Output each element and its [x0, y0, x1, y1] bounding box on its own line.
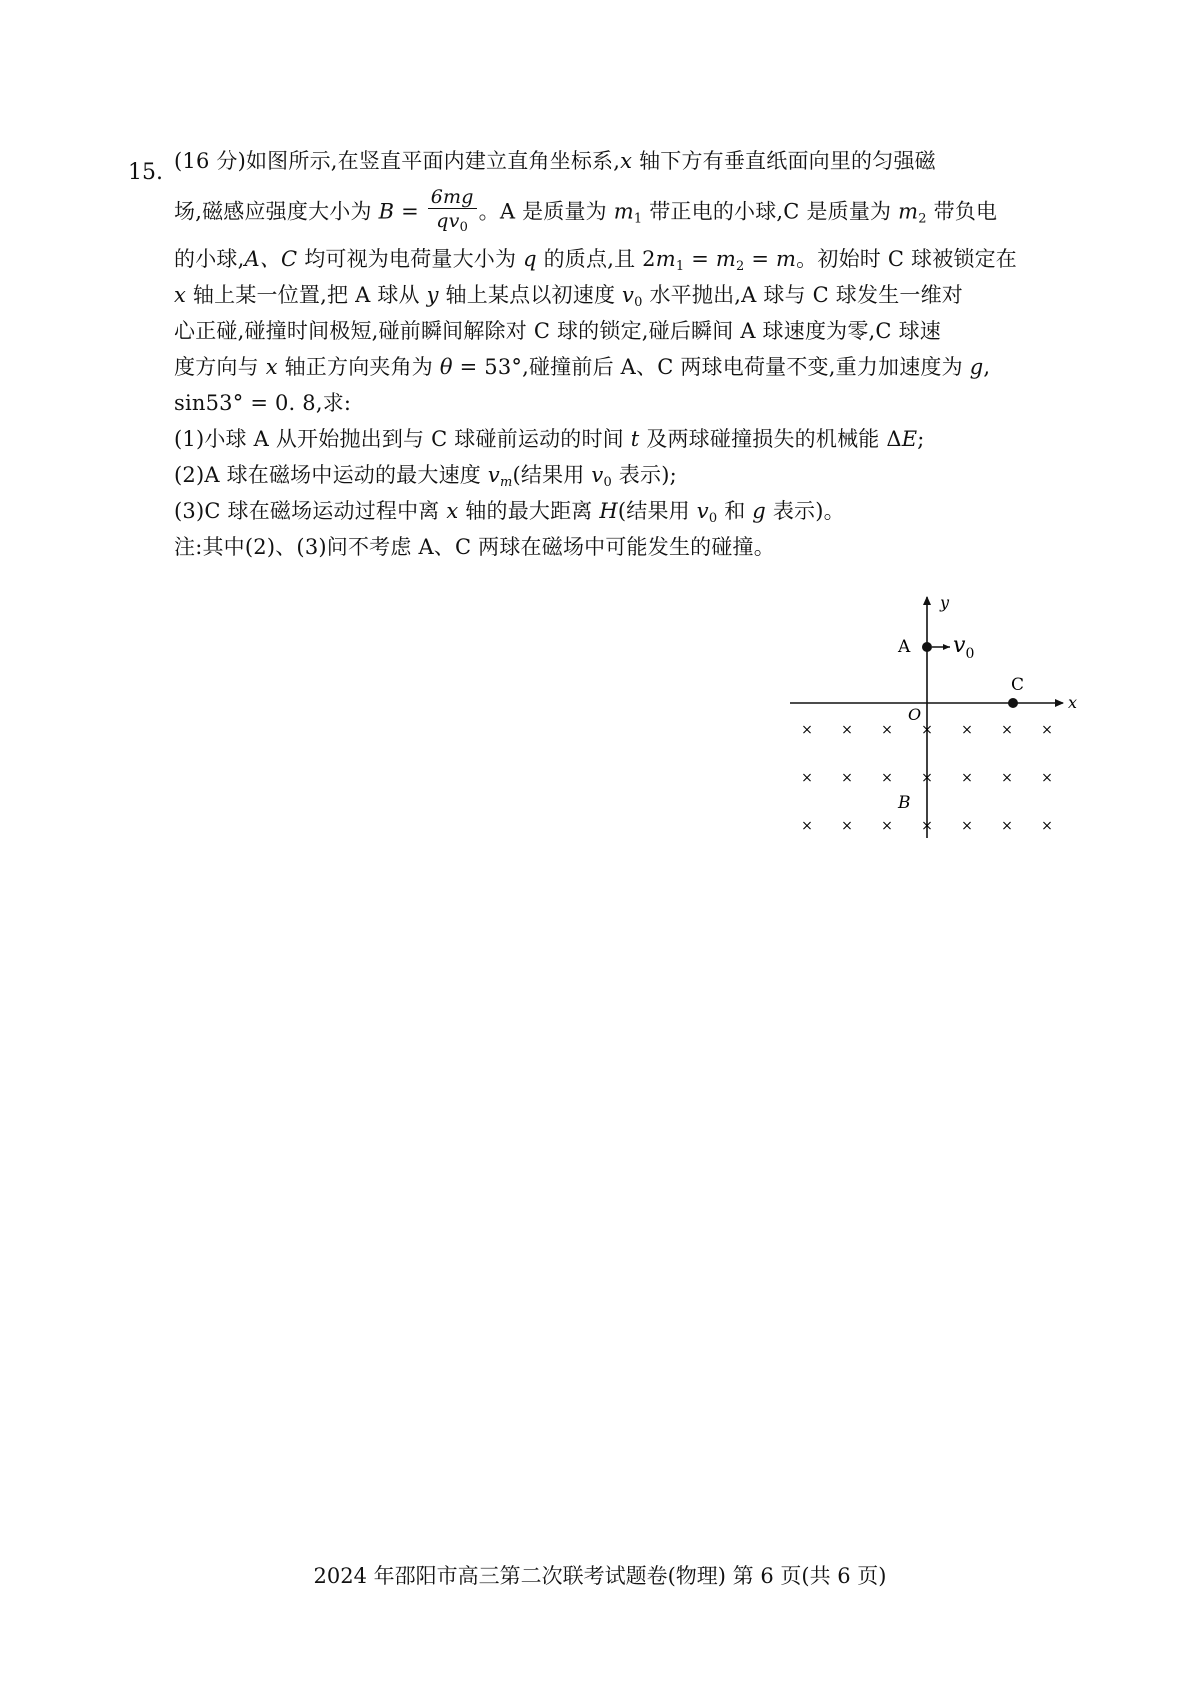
field-cross: ×: [1001, 722, 1013, 738]
sub-question-3: (3)C 球在磁场运动过程中离 x 轴的最大距离 H(结果用 $v_0$ 和 g 表示)。: [174, 499, 845, 526]
field-cross: ×: [801, 770, 813, 786]
field-cross: ×: [961, 818, 973, 834]
field-cross: ×: [961, 722, 973, 738]
ball-c-label: C: [1011, 675, 1025, 695]
field-cross: ×: [881, 818, 893, 834]
field-cross: ×: [1041, 770, 1053, 786]
question-line-2: 场,磁感应强度大小为 B = $\frac{6mg}{qv_0}$ 。A 是质量为 $m_1$ 带正电的小球,C 是质量为 $m_2$ 带负电: [174, 186, 997, 240]
question-note: 注:其中(2)、(3)问不考虑 A、C 两球在磁场中可能发生的碰撞。: [174, 535, 775, 559]
ball-a: [922, 642, 932, 652]
field-cross: ×: [921, 770, 933, 786]
field-cross: ×: [801, 818, 813, 834]
question-points: (16 分): [174, 149, 246, 173]
page-footer: 2024 年邵阳市高三第二次联考试题卷(物理) 第 6 页(共 6 页): [313, 1564, 887, 1588]
field-cross: ×: [841, 722, 853, 738]
sub-question-1: (1)小球 A 从开始抛出到与 C 球碰前运动的时间 t 及两球碰撞损失的机械能 ΔE;: [174, 427, 925, 451]
field-cross: ×: [1001, 770, 1013, 786]
velocity-label: $v_0$: [953, 633, 975, 662]
field-label: B: [898, 793, 911, 813]
field-cross: ×: [921, 722, 933, 738]
field-cross: ×: [841, 818, 853, 834]
question-line-7: sin53° = 0. 8,求:: [174, 391, 352, 415]
field-cross: ×: [1041, 722, 1053, 738]
field-cross: ×: [1041, 818, 1053, 834]
field-cross: ×: [961, 770, 973, 786]
ball-a-label: A: [898, 637, 911, 657]
origin-label: O: [908, 705, 922, 724]
question-line-6: 度方向与 x 轴正方向夹角为 θ = 53°,碰撞前后 A、C 两球电荷量不变,重力加速度为 g,: [174, 355, 991, 379]
question-line-4: x 轴上某一位置,把 A 球从 y 轴上某点以初速度 $v_0$ 水平抛出,A 球与 C 球发生一维对: [174, 283, 964, 310]
question-number: 15.: [128, 160, 163, 185]
field-cross: ×: [921, 818, 933, 834]
x-axis-label: x: [1068, 693, 1078, 712]
field-cross: ×: [1001, 818, 1013, 834]
sub-question-2: (2)A 球在磁场中运动的最大速度 $v_m$(结果用 $v_0$ 表示);: [174, 463, 677, 490]
question-line-3: 的小球,A、C 均可视为电荷量大小为 q 的质点,且 $2m_1 = m_2 = m$。初始时 C 球被锁定在: [174, 247, 1017, 274]
field-cross: ×: [841, 770, 853, 786]
ball-c: [1008, 698, 1018, 708]
y-axis-label: y: [940, 593, 950, 612]
question-line-5: 心正碰,碰撞时间极短,碰前瞬间解除对 C 球的锁定,碰后瞬间 A 球速度为零,C 球速: [174, 319, 941, 343]
field-formula-fraction: $\frac{6mg}{qv_0}$: [428, 186, 477, 240]
field-cross: ×: [881, 722, 893, 738]
field-cross: ×: [881, 770, 893, 786]
question-line-1: (16 分)如图所示,在竖直平面内建立直角坐标系,x 轴下方有垂直纸面向里的匀强磁: [174, 149, 936, 173]
field-cross: ×: [801, 722, 813, 738]
